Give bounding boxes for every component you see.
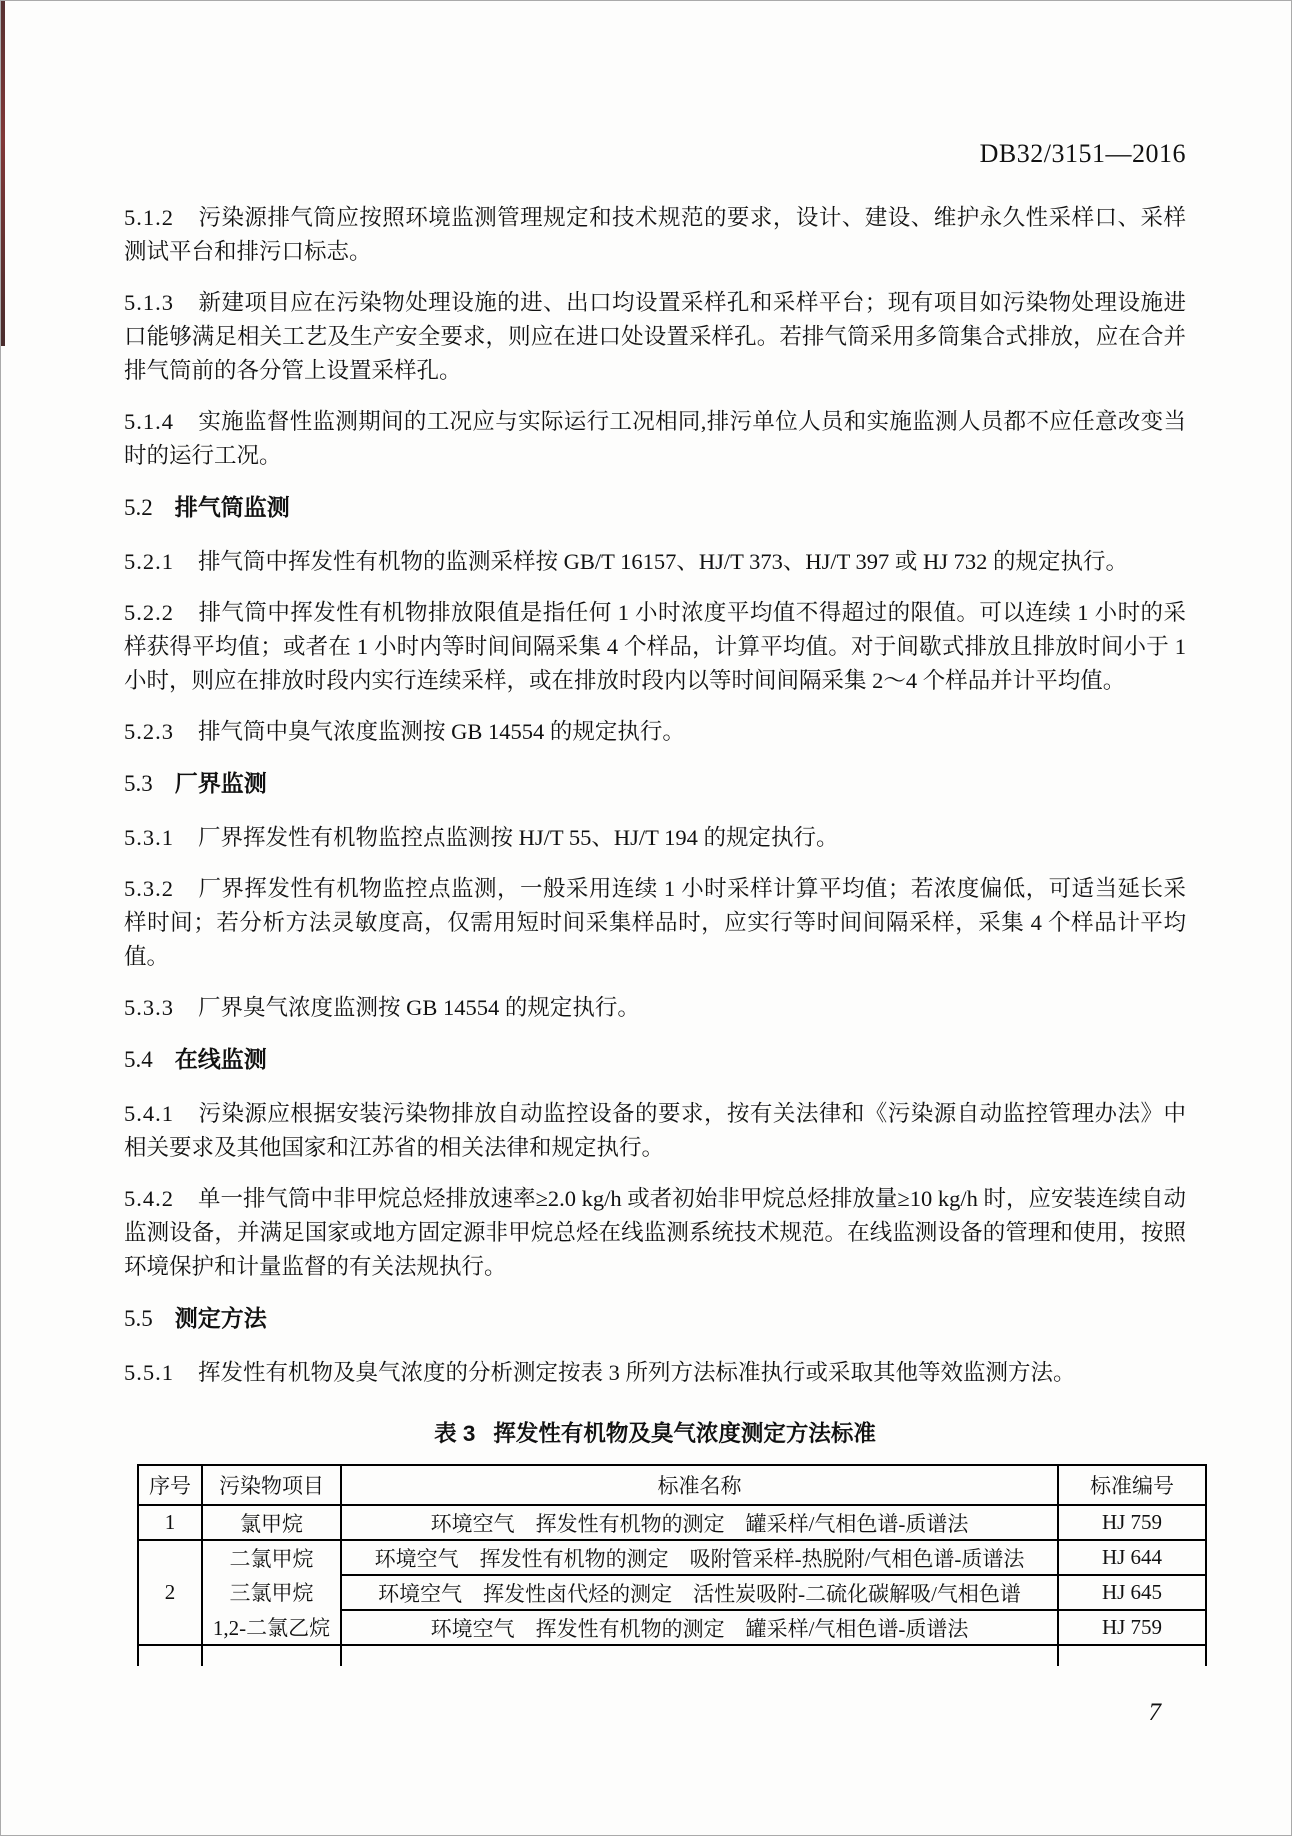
clause-number: 5.4.2 [124,1186,174,1211]
page-content [124,139,1186,1666]
clause-5.5.1 [124,1356,1186,1390]
clause-text: 排气筒中臭气浓度监测按 GB 14554 的规定执行。 [198,719,685,744]
clause-text: 污染源应根据安装污染物排放自动监控设备的要求，按有关法律和《污染源自动监控管理办法》中相关要求及其他国家和江苏省的相关法律和规定执行。 [124,1101,1186,1160]
clause-number: 5.1.2 [124,205,174,230]
clause-text: 厂界挥发性有机物监控点监测按 HJ/T 55、HJ/T 194 的规定执行。 [198,825,839,850]
page-number: 7 [1148,1699,1161,1726]
clause-5.1.4 [124,405,1186,473]
col-header-pollutant: 污染物项目 [202,1465,341,1505]
clause-number: 5.2.3 [124,719,174,744]
methods-table [137,1464,1207,1646]
clause-5.4.2 [124,1182,1186,1284]
col-header-seq: 序号 [138,1465,202,1505]
clause-number: 5.2.2 [124,600,174,625]
clause-text: 排气筒中挥发性有机物的监测采样按 GB/T 16157、HJ/T 373、HJ/T 397 或 HJ 732 的规定执行。 [198,549,1129,574]
cell-pollutant: 二氯甲烷 [229,1547,314,1572]
table-caption-number: 表 3 [434,1421,476,1446]
clause-text: 单一排气筒中非甲烷总烃排放速率≥2.0 kg/h 或者初始非甲烷总烃排放量≥10 kg/h 时，应安装连续自动监测设备，并满足国家或地方固定源非甲烷总烃在线监测系统技术规范。在线监测设备的管理和使用，按照环境保护和计量监督的有关法规执行。 [124,1186,1186,1279]
stub-column-divider [342,1646,1059,1666]
heading-number: 5.3 [124,771,153,796]
clause-5.1.2 [124,201,1186,269]
heading-5.2 [124,490,1186,525]
heading-text: 测定方法 [174,1305,267,1331]
cell-pollutant: 氯甲烷 [202,1505,341,1540]
heading-number: 5.5 [124,1306,153,1331]
clause-5.3.1 [124,821,1186,855]
cell-pollutant: 1,2-二氯乙烷 [212,1615,331,1640]
table-caption-title: 挥发性有机物及臭气浓度测定方法标准 [493,1421,876,1446]
clause-number: 5.5.1 [124,1360,174,1385]
cell-standard-code: HJ 759 [1058,1505,1206,1540]
pollutant-stack [209,1541,334,1644]
clause-number: 5.3.1 [124,825,174,850]
clause-text: 排气筒中挥发性有机物排放限值是指任何 1 小时浓度平均值不得超过的限值。可以连续 1 小时的采样获得平均值；或者在 1 小时内等时间间隔采集 4 个样品，计算平均值。对于间歇式排放且排放时间小于 1 小时，则应在排放时段内实行连续采样，或在排放时段内以等时间间隔采集 2～4 个样品并计平均值。 [124,600,1186,693]
stub-column-divider [203,1646,342,1666]
clause-5.2.3 [124,715,1186,749]
clause-text: 厂界臭气浓度监测按 GB 14554 的规定执行。 [198,995,640,1020]
standard-code-header: DB32/3151—2016 [979,139,1186,168]
col-header-standard-name: 标准名称 [341,1465,1058,1505]
clause-number: 5.1.4 [124,409,174,434]
clause-number: 5.3.3 [124,995,174,1020]
cell-standard-code: HJ 645 [1058,1575,1206,1610]
heading-text: 排气筒监测 [174,494,290,520]
clause-number: 5.4.1 [124,1101,174,1126]
stub-column-divider [1059,1646,1207,1666]
table-header-row [138,1465,1206,1505]
heading-text: 厂界监测 [174,770,267,796]
heading-5.4 [124,1042,1186,1077]
clause-number: 5.1.3 [124,290,174,315]
clause-text: 新建项目应在污染物处理设施的进、出口均设置采样孔和采样平台；现有项目如污染物处理设施进口能够满足相关工艺及生产安全要求，则应在进口处设置采样孔。若排气筒采用多筒集合式排放，应在合并排气筒前的各分管上设置采样孔。 [124,290,1186,383]
clause-5.3.3 [124,991,1186,1025]
cell-seq: 1 [138,1505,202,1540]
cell-standard-code: HJ 644 [1058,1540,1206,1575]
clause-text: 挥发性有机物及臭气浓度的分析测定按表 3 所列方法标准执行或采取其他等效监测方法。 [198,1360,1076,1385]
cell-standard-name: 环境空气 挥发性有机物的测定 罐采样/气相色谱-质谱法 [341,1505,1058,1540]
table-row [138,1505,1206,1540]
cell-standard-name: 环境空气 挥发性有机物的测定 吸附管采样-热脱附/气相色谱-质谱法 [341,1540,1058,1575]
cell-pollutant-group [202,1540,341,1645]
heading-text: 在线监测 [174,1046,267,1072]
clause-text: 实施监督性监测期间的工况应与实际运行工况相同,排污单位人员和实施监测人员都不应任意改变当时的运行工况。 [124,409,1186,468]
clause-5.1.3 [124,286,1186,388]
heading-number: 5.2 [124,495,153,520]
table-row [138,1540,1206,1575]
cell-standard-name: 环境空气 挥发性有机物的测定 罐采样/气相色谱-质谱法 [341,1610,1058,1645]
cell-standard-code: HJ 759 [1058,1610,1206,1645]
heading-5.3 [124,766,1186,801]
clause-5.3.2 [124,872,1186,974]
cell-seq: 2 [138,1540,202,1645]
clause-5.2.2 [124,596,1186,698]
clause-number: 5.3.2 [124,876,174,901]
table-pagebreak-stub [137,1646,1207,1666]
stub-column-divider [139,1646,203,1666]
heading-5.5 [124,1301,1186,1336]
clause-text: 厂界挥发性有机物监控点监测，一般采用连续 1 小时采样计算平均值；若浓度偏低，可适当延长采样时间；若分析方法灵敏度高，仅需用短时间采集样品时，应实行等时间间隔采样，采集 4 个样品计平均值。 [124,876,1186,969]
clause-text: 污染源排气筒应按照环境监测管理规定和技术规范的要求，设计、建设、维护永久性采样口、采样测试平台和排污口标志。 [124,205,1186,264]
clause-5.4.1 [124,1097,1186,1165]
heading-number: 5.4 [124,1047,153,1072]
clause-number: 5.2.1 [124,549,174,574]
table-3-caption [124,1416,1186,1448]
clause-5.2.1 [124,545,1186,579]
cell-standard-name: 环境空气 挥发性卤代烃的测定 活性炭吸附-二硫化碳解吸/气相色谱 [341,1575,1058,1610]
scan-edge-artifact [1,1,5,346]
col-header-standard-code: 标准编号 [1058,1465,1206,1505]
cell-pollutant: 三氯甲烷 [229,1581,314,1606]
